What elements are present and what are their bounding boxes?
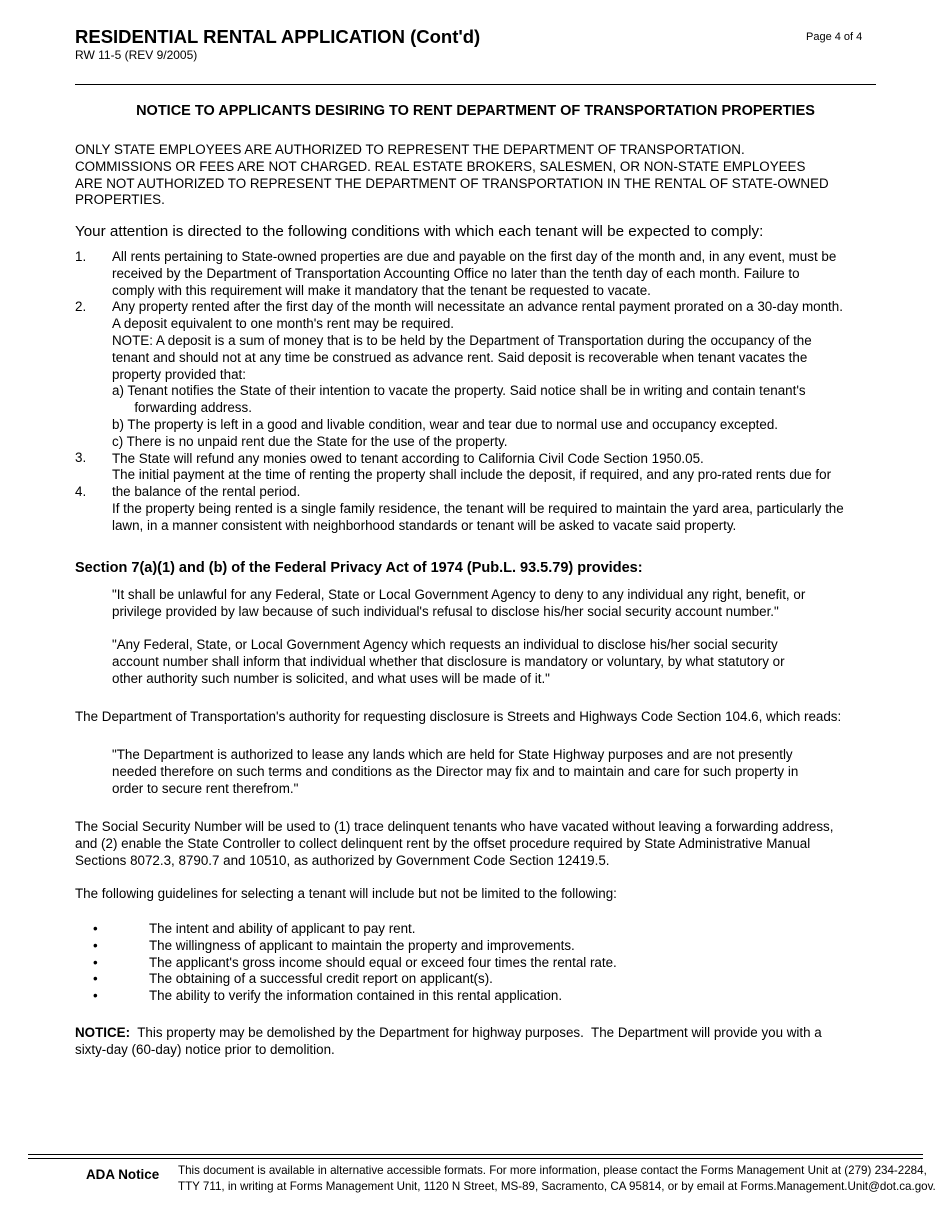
quote-line: other authority such number is solicited, and what uses will be made of it."	[112, 670, 550, 686]
ada-notice-text	[178, 1163, 936, 1194]
ssn-line: and (2) enable the State Controller to collect delinquent rent by the offset procedure required by State Administrative Manual	[75, 835, 811, 851]
footer-divider	[28, 1154, 923, 1155]
condition-line: b) The property is left in a good and livable condition, wear and tear due to normal use and occupancy excepted.	[112, 416, 778, 432]
condition-line: property provided that:	[112, 366, 246, 382]
ada-line: This document is available in alternative accessible formats. For more information, please contact the Forms Management Unit at (279) 234-2284,	[178, 1164, 927, 1177]
footer-divider	[28, 1158, 923, 1159]
guideline-item: The applicant's gross income should equal or exceed four times the rental rate.	[149, 955, 617, 970]
condition-line: The initial payment at the time of renting the property shall include the deposit, if required, and any pro-rated rents due for	[112, 467, 832, 483]
condition-line: tenant and should not at any time be construed as advance rent. Said deposit is recoverable when tenant vacates the	[112, 349, 808, 365]
condition-line: All rents pertaining to State-owned properties are due and payable on the first day of the month and, in any event, must be	[112, 249, 837, 264]
condition-number: 3.	[75, 450, 87, 465]
guideline-item: The willingness of applicant to maintain the property and improvements.	[149, 938, 575, 953]
highways-code-quote	[112, 747, 798, 797]
condition-line: forwarding address.	[112, 400, 252, 416]
condition-line: The State will refund any monies owed to tenant according to California Civil Code Section 1950.05.	[112, 450, 704, 466]
intro-paragraph	[75, 142, 880, 209]
demolition-notice	[75, 1025, 822, 1059]
condition-line: c) There is no unpaid rent due the State for the use of the property.	[112, 433, 508, 449]
notice-text: sixty-day (60-day) notice prior to demolition.	[75, 1041, 335, 1057]
condition-line: comply with this requirement will make it mandatory that the tenant be requested to vacate.	[112, 282, 651, 298]
intro-line: ONLY STATE EMPLOYEES ARE AUTHORIZED TO REPRESENT THE DEPARTMENT OF TRANSPORTATION.	[75, 142, 745, 157]
guideline-item: The intent and ability of applicant to pay rent.	[149, 921, 416, 936]
condition-line: a) Tenant notifies the State of their intention to vacate the property. Said notice shall be in writing and contain tenant's	[112, 383, 806, 399]
bullet-icon: •	[93, 971, 98, 986]
quote-line: privilege provided by law because of such individual's refusal to disclose his/her social security account number."	[112, 603, 779, 619]
notice-title: NOTICE TO APPLICANTS DESIRING TO RENT DEPARTMENT OF TRANSPORTATION PROPERTIES	[136, 103, 815, 119]
quote-line: account number shall inform that individual whether that disclosure is mandatory or voluntary, by what statutory or	[112, 653, 785, 669]
header-divider	[75, 84, 876, 85]
guideline-item: The ability to verify the information contained in this rental application.	[149, 988, 563, 1003]
intro-line: ARE NOT AUTHORIZED TO REPRESENT THE DEPARTMENT OF TRANSPORTATION IN THE RENTAL OF STATE-OWNED	[75, 175, 829, 191]
condition-line: A deposit equivalent to one month's rent may be required.	[112, 316, 454, 332]
authority-statement: The Department of Transportation's authority for requesting disclosure is Streets and Highways Code Section 104.6, which reads:	[75, 709, 842, 724]
privacy-quote-1	[112, 587, 805, 621]
condition-line: If the property being rented is a single family residence, the tenant will be required to maintain the yard area, particularly the	[112, 500, 844, 516]
quote-line: "It shall be unlawful for any Federal, State or Local Government Agency to deny to any individual any right, benefit, or	[112, 587, 806, 602]
guideline-item: The obtaining of a successful credit report on applicant(s).	[149, 971, 493, 986]
conditions-list	[112, 249, 882, 535]
privacy-quote-2	[112, 637, 785, 687]
quote-line: needed therefore on such terms and conditions as the Director may fix and to maintain and care for such property in	[112, 763, 799, 779]
bullet-icon: •	[93, 938, 98, 953]
condition-number: 4.	[75, 484, 87, 499]
bullet-icon: •	[93, 921, 98, 936]
page-title: RESIDENTIAL RENTAL APPLICATION (Cont'd)	[75, 26, 481, 47]
condition-line: lawn, in a manner consistent with neighborhood standards or tenant will be asked to vacate said property.	[112, 517, 737, 533]
ssn-usage-paragraph	[75, 819, 880, 869]
form-number: RW 11-5 (REV 9/2005)	[75, 48, 198, 62]
page-number: Page 4 of 4	[806, 31, 863, 43]
condition-line: received by the Department of Transportation Accounting Office no later than the tenth day of each month. Failure to	[112, 265, 800, 281]
quote-line: order to secure rent therefrom."	[112, 780, 299, 796]
ada-line: TTY 711, in writing at Forms Management Unit, 1120 N Street, MS-89, Sacramento, CA 95814, or by email at Forms.Management.Unit@dot.ca.gov.	[178, 1179, 936, 1193]
condition-line: the balance of the rental period.	[112, 484, 301, 500]
quote-line: "The Department is authorized to lease any lands which are held for State Highway purposes and are not presently	[112, 747, 793, 762]
attention-statement: Your attention is directed to the following conditions with which each tenant will be expected to comply:	[75, 223, 764, 240]
intro-line: PROPERTIES.	[75, 192, 165, 208]
ssn-line: Sections 8072.3, 8790.7 and 10510, as authorized by Government Code Section 12419.5.	[75, 852, 610, 868]
quote-line: "Any Federal, State, or Local Government Agency which requests an individual to disclose his/her social security	[112, 637, 778, 652]
ssn-line: The Social Security Number will be used to (1) trace delinquent tenants who have vacated without leaving a forwarding address,	[75, 819, 834, 834]
notice-label: NOTICE:	[75, 1025, 131, 1040]
condition-number: 1.	[75, 249, 87, 264]
ada-notice-label: ADA Notice	[86, 1167, 160, 1182]
bullet-icon: •	[93, 988, 98, 1003]
notice-text: This property may be demolished by the Department for highway purposes. The Department will provide you with a	[130, 1025, 822, 1040]
section7-heading: Section 7(a)(1) and (b) of the Federal Privacy Act of 1974 (Pub.L. 93.5.79) provides:	[75, 560, 643, 576]
condition-line: Any property rented after the first day of the month will necessitate an advance rental payment prorated on a 30-day month.	[112, 299, 843, 315]
condition-line: NOTE: A deposit is a sum of money that is to be held by the Department of Transportation during the occupancy of the	[112, 332, 812, 348]
bullet-icon: •	[93, 955, 98, 970]
guidelines-intro: The following guidelines for selecting a tenant will include but not be limited to the following:	[75, 886, 617, 901]
condition-number: 2.	[75, 299, 87, 314]
intro-line: COMMISSIONS OR FEES ARE NOT CHARGED. REAL ESTATE BROKERS, SALESMEN, OR NON-STATE EMPLOYEES	[75, 158, 806, 174]
